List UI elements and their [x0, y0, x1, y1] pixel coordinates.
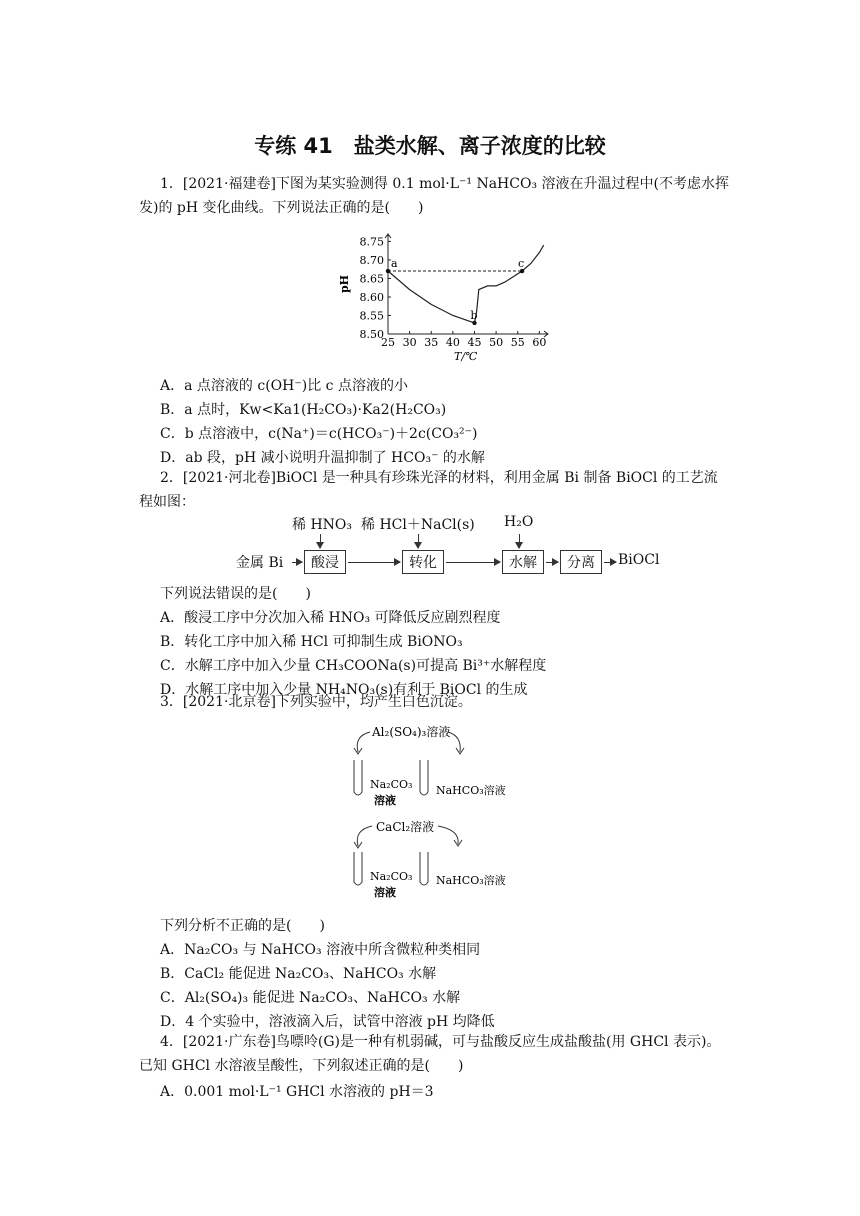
- point-label-c: c: [518, 257, 525, 271]
- point-label-b: b: [470, 308, 478, 322]
- q2-prompt: 下列说法错误的是( ): [160, 586, 311, 602]
- flow-arrow-down-2: [418, 534, 419, 548]
- q3-option-d: D．4 个实验中，溶液滴入后，试管中溶液 pH 均降低: [160, 1014, 495, 1030]
- q1-stem-line1: 1．[2021·福建卷]下图为某实验测得 0.1 mol·L⁻¹ NaHCO₃ 溶液在升温过程中(不考虑水挥: [160, 176, 729, 192]
- q2-stem-line2: 程如图：: [139, 494, 195, 510]
- svg-text:溶液: 溶液: [374, 886, 396, 899]
- flow-arrow-1: [292, 562, 302, 563]
- y-tick-label: 8.60: [359, 290, 384, 304]
- flow-arrow-2: [348, 562, 400, 563]
- ph-curve-chart: [330, 226, 560, 366]
- x-tick-label: 25: [381, 336, 395, 349]
- flow-arrow-3: [446, 562, 500, 563]
- pour-arrow-left-2: [357, 826, 372, 846]
- flow-reagent-hcl-nacl: 稀 HCl＋NaCl(s): [361, 517, 475, 533]
- flow-arrow-5: [604, 562, 616, 563]
- tube-nahco3-2: [420, 852, 428, 885]
- tube-nahco3-1: [420, 760, 428, 795]
- pour-arrow-left-1: [357, 732, 370, 752]
- svg-text:Na₂CO₃: Na₂CO₃: [370, 778, 413, 791]
- y-tick-label: 8.65: [359, 272, 384, 286]
- q1-option-c: C．b 点溶液中，c(Na⁺)＝c(HCO₃⁻)＋2c(CO₃²⁻): [160, 426, 478, 442]
- flow-arrow-down-3: [519, 534, 520, 548]
- svg-text:NaHCO₃溶液: NaHCO₃溶液: [436, 874, 506, 887]
- flow-reagent-hno3: 稀 HNO₃: [292, 517, 352, 533]
- flow-start: 金属 Bi: [236, 555, 284, 571]
- process-flow-diagram: [236, 514, 660, 572]
- q1-option-b: B．a 点时，Kw<Ka1(H₂CO₃)·Ka2(H₂CO₃): [160, 402, 447, 418]
- y-axis-label: pH: [338, 274, 351, 294]
- x-tick-label: 50: [489, 336, 504, 349]
- bottom-reagent-label: CaCl₂溶液: [376, 820, 435, 834]
- flow-reagent-water: H₂O: [504, 514, 534, 530]
- q1-option-a: A．a 点溶液的 c(OH⁻)比 c 点溶液的小: [160, 378, 408, 394]
- q3-option-a: A．Na₂CO₃ 与 NaHCO₃ 溶液中所含微粒种类相同: [160, 942, 481, 958]
- q3-option-c: C．Al₂(SO₄)₃ 能促进 Na₂CO₃、NaHCO₃ 水解: [160, 990, 461, 1006]
- y-tick-label: 8.55: [359, 309, 384, 323]
- svg-text:NaHCO₃溶液: NaHCO₃溶液: [436, 784, 506, 797]
- flow-arrow-down-1: [320, 534, 321, 548]
- flow-step-convert: 转化: [402, 550, 444, 574]
- x-tick-label: 60: [532, 336, 547, 349]
- tube-na2co3-1: [354, 760, 362, 795]
- flow-step-separate: 分离: [560, 550, 602, 574]
- flow-step-hydrolysis: 水解: [502, 550, 544, 574]
- q2-option-d: D．水解工序中加入少量 NH₄NO₃(s)有利于 BiOCl 的生成: [160, 682, 528, 698]
- top-reagent-label: Al₂(SO₄)₃溶液: [372, 725, 451, 739]
- y-tick-label: 8.75: [359, 235, 384, 249]
- x-tick-label: 35: [424, 336, 439, 349]
- q4-stem-line1: 4．[2021·广东卷]鸟嘌呤(G)是一种有机弱碱，可与盐酸反应生成盐酸盐(用 GHCl 表示)。: [160, 1034, 721, 1050]
- q3-option-b: B．CaCl₂ 能促进 Na₂CO₃、NaHCO₃ 水解: [160, 966, 437, 982]
- x-tick-label: 40: [445, 336, 460, 349]
- q2-stem-line1: 2．[2021·河北卷]BiOCl 是一种具有珍珠光泽的材料，利用金属 Bi 制备 BiOCl 的工艺流: [160, 470, 718, 486]
- q4-stem-line2: 已知 GHCl 水溶液呈酸性，下列叙述正确的是( ): [139, 1058, 464, 1074]
- x-axis-label: T/℃: [454, 350, 478, 363]
- y-tick-label: 8.70: [359, 253, 384, 267]
- point-a: [386, 269, 390, 273]
- q2-option-c: C．水解工序中加入少量 CH₃COONa(s)可提高 Bi³⁺水解程度: [160, 658, 547, 674]
- y-tick-label: 8.50: [359, 328, 384, 341]
- q3-prompt: 下列分析不正确的是( ): [160, 918, 325, 934]
- flow-end-product: BiOCl: [618, 552, 660, 568]
- q3-stem: 3．[2021·北京卷]下列实验中，均产生白色沉淀。: [160, 694, 472, 710]
- flow-step-acid-leach: 酸浸: [304, 550, 346, 574]
- q4-option-a: A．0.001 mol·L⁻¹ GHCl 水溶液的 pH＝3: [160, 1084, 434, 1100]
- q2-option-a: A．酸浸工序中分次加入稀 HNO₃ 可降低反应剧烈程度: [160, 610, 501, 626]
- x-tick-label: 55: [510, 336, 525, 349]
- x-tick-label: 30: [402, 336, 417, 349]
- q2-option-b: B．转化工序中加入稀 HCl 可抑制生成 BiONO₃: [160, 634, 463, 650]
- test-tube-diagram: [340, 718, 550, 908]
- point-label-a: a: [391, 257, 398, 271]
- flow-arrow-4: [546, 562, 558, 563]
- q1-option-d: D．ab 段，pH 减小说明升温抑制了 HCO₃⁻ 的水解: [160, 450, 485, 466]
- q1-stem-line2: 发)的 pH 变化曲线。下列说法正确的是( ): [139, 200, 424, 216]
- x-tick-label: 45: [467, 336, 482, 349]
- page-title: 专练 41 盐类水解、离子浓度的比较: [254, 134, 606, 158]
- svg-text:溶液: 溶液: [374, 794, 396, 807]
- tube-na2co3-2: [354, 852, 362, 885]
- svg-text:Na₂CO₃: Na₂CO₃: [370, 870, 413, 883]
